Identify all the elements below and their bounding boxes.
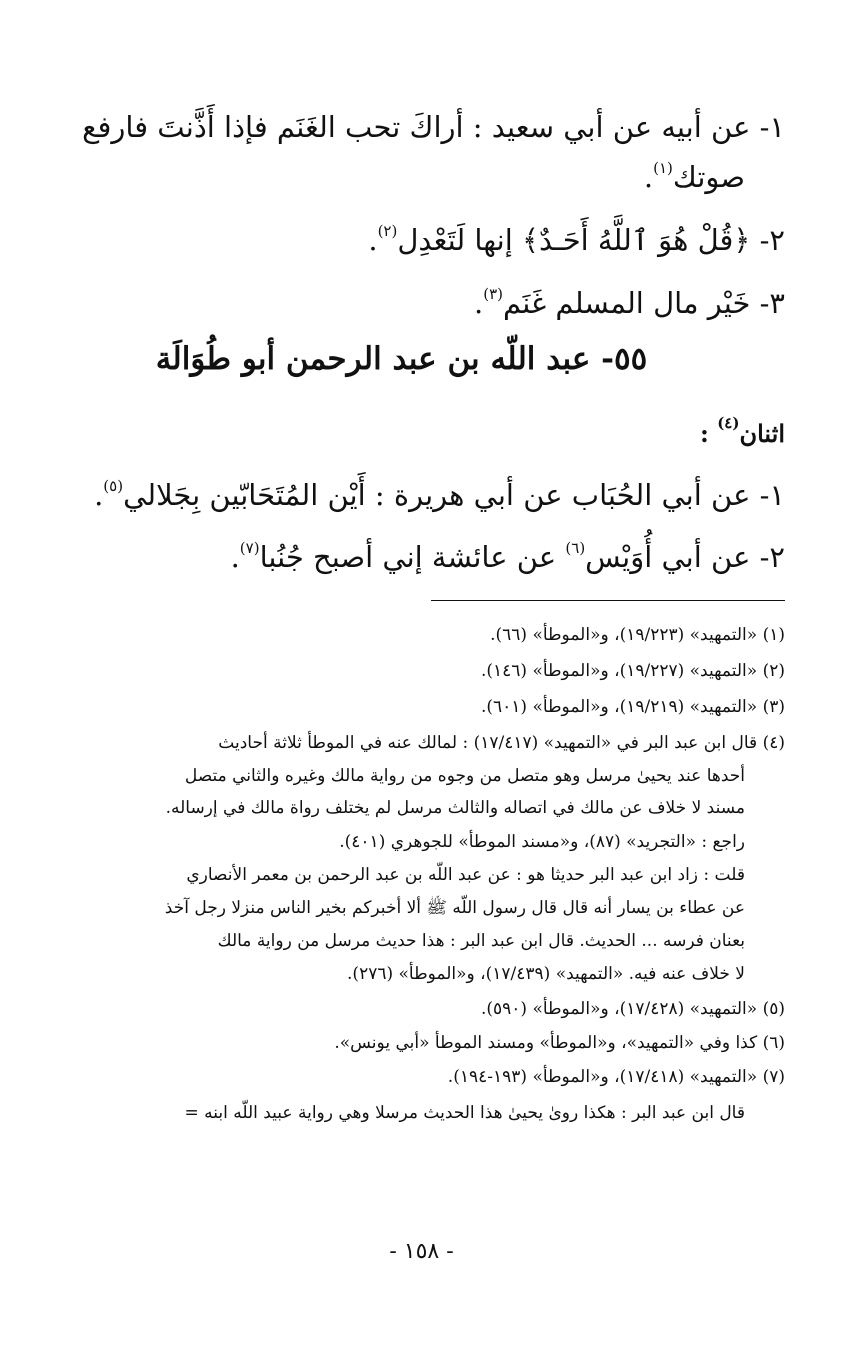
footnote-ref-5[interactable]: (٥) xyxy=(103,477,124,495)
footnote-4-line-4: راجع : «التجريد» (٨٧)، و«مسند الموطأ» للجوهري (٤٠١). xyxy=(339,832,745,852)
footnote-4-line-7: بعنان فرسه ... الحديث. قال ابن عبد البر : هذا حديث مرسل من رواية مالك xyxy=(217,931,745,951)
section-heading: ٥٥- عبد اللّه بن عبد الرحمن أبو طُوَالَة xyxy=(155,341,648,377)
section-item-1: ١- عن أبي الحُبَاب عن أبي هريرة : أَيْن المُتَحَابّين بِجَلالي$^{(٥)}$. xyxy=(94,477,785,512)
section-item-2: ٢- عن أبي أُوَيْس$^{(٦)}$ عن عائشة إني أصبح جُنُبا$^{(٧)}$. xyxy=(230,539,785,574)
footnote-ref-6[interactable]: (٦) xyxy=(565,539,586,557)
footnote-ref-7[interactable]: (٧) xyxy=(239,539,260,557)
footnote-ref-4[interactable]: (٤) xyxy=(717,414,740,432)
main-item-2: ٢- ﴿قُلْ هُوَ ٱللَّهُ أَحَـدٌ﴾ إنها لَتَعْدِل$^{(٢)}$. xyxy=(368,222,785,257)
footnote-7: (٧) «التمهيد» (١٧/٤١٨)، و«الموطأ» (١٩٣-١٩٤). xyxy=(447,1067,785,1087)
footnote-ref-2[interactable]: (٢) xyxy=(377,222,398,240)
footnote-4-line-3: مسند لا خلاف عن مالك في اتصاله والثالث مرسل لم يختلف رواة مالك في إرساله. xyxy=(165,798,745,818)
footnote-4-line-6: عن عطاء بن يسار أنه قال قال رسول اللّه ﷺ ألا أخبركم بخير الناس منزلا رجل آخذ xyxy=(164,898,745,918)
section-sub-heading: اثنان$^{(٤)}$ : xyxy=(699,414,785,448)
page-number: - ١٥٨ - xyxy=(389,1239,454,1264)
footnote-divider xyxy=(431,600,785,601)
main-item-1-line-1: ١- عن أبيه عن أبي سعيد : أراكَ تحب الغَنَم فإذا أَذَّنتَ فارفع xyxy=(82,110,785,144)
main-item-3: ٣- خَيْر مال المسلم غَنَم$^{(٣)}$. xyxy=(473,285,785,320)
footnote-4-line-8: لا خلاف عنه فيه. «التمهيد» (١٧/٤٣٩)، و«الموطأ» (٢٧٦). xyxy=(347,964,745,984)
footnote-6: (٦) كذا وفي «التمهيد»، و«الموطأ» ومسند الموطأ «أبي يونس». xyxy=(334,1033,785,1053)
footnote-5: (٥) «التمهيد» (١٧/٤٢٨)، و«الموطأ» (٥٩٠). xyxy=(480,999,785,1019)
main-item-1-line-2: صوتك$^{(١)}$. xyxy=(643,159,745,194)
footnote-4-line-2: أحدها عند يحيىٰ مرسل وهو متصل من وجوه من رواية مالك وغيره والثاني متصل xyxy=(184,766,745,786)
footnote-ref-3[interactable]: (٣) xyxy=(483,285,503,303)
footnote-ref-1[interactable]: (١) xyxy=(653,159,673,177)
footnote-3: (٣) «التمهيد» (١٩/٢١٩)، و«الموطأ» (٦٠١). xyxy=(480,697,785,717)
footnote-4-line-1: (٤) قال ابن عبد البر في «التمهيد» (١٧/٤١٧) : لمالك عنه في الموطأ ثلاثة أحاديث xyxy=(218,733,785,753)
footnote-2: (٢) «التمهيد» (١٩/٢٢٧)، و«الموطأ» (١٤٦). xyxy=(480,661,785,681)
footnote-7-continuation: قال ابن عبد البر : هكذا روىٰ يحيىٰ هذا الحديث مرسلا وهي رواية عبيد اللّه ابنه = xyxy=(184,1103,745,1123)
footnote-4-line-5: قلت : زاد ابن عبد البر حديثا هو : عن عبد اللّه بن عبد الرحمن بن معمر الأنصاري xyxy=(186,865,745,885)
footnote-1: (١) «التمهيد» (١٩/٢٢٣)، و«الموطأ» (٦٦). xyxy=(490,625,785,645)
